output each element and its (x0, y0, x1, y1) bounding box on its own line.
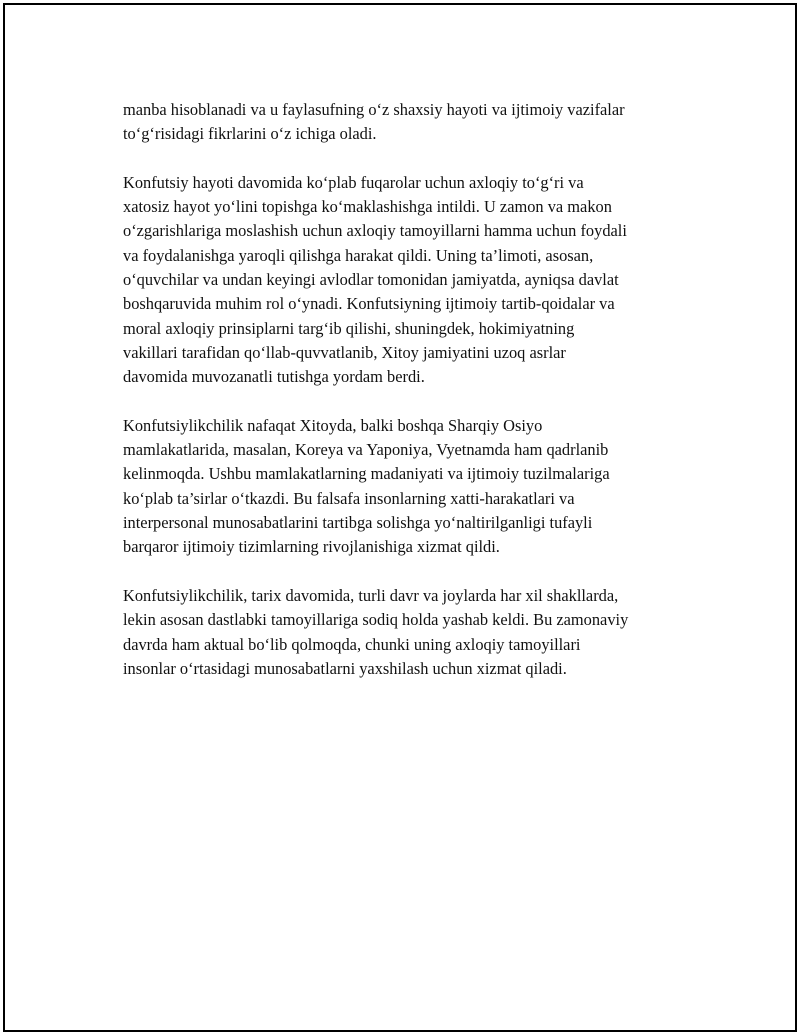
text-line: interpersonal munosabatlarini tartibga solishga yo‘naltirilganligi tufayli (123, 513, 593, 533)
text-line: mamlakatlarida, masalan, Koreya va Yaponiya, Vyetnamda ham qadrlanib (123, 440, 609, 460)
text-line: manba hisoblanadi va u faylasufning o‘z shaxsiy hayoti va ijtimoiy vazifalar (123, 100, 625, 119)
text-line: Konfutsiylikchilik nafaqat Xitoyda, balki boshqa Sharqiy Osiyo (123, 415, 543, 435)
text-line: to‘g‘risidagi fikrlarini o‘z ichiga oladi. (123, 124, 377, 144)
text-line: Konfutsiy hayoti davomida ko‘plab fuqarolar uchun axloqiy to‘g‘ri va (123, 172, 584, 192)
text-line: Konfutsiylikchilik, tarix davomida, turli davr va joylarda har xil shakllarda, (123, 585, 619, 605)
paragraph-1 (123, 98, 703, 147)
paragraph-2 (123, 171, 703, 390)
text-line: va foydalanishga yaroqli qilishga harakat qildi. Uning ta’limoti, asosan, (123, 245, 594, 265)
text-line: insonlar o‘rtasidagi munosabatlarni yaxshilash uchun xizmat qiladi. (123, 658, 567, 678)
page-frame (3, 3, 797, 1032)
text-line: davrda ham aktual bo‘lib qolmoqda, chunki uning axloqiy tamoyillari (123, 634, 581, 654)
paragraph-3 (123, 414, 703, 560)
text-line: o‘zgarishlariga moslashish uchun axloqiy tamoyillarni hamma uchun foydali (123, 221, 627, 241)
text-line: vakillari tarafidan qo‘llab-quvvatlanib, Xitoy jamiyatini uzoq asrlar (123, 342, 566, 362)
text-line: davomida muvozanatli tutishga yordam berdi. (123, 367, 425, 387)
text-line: xatosiz hayot yo‘lini topishga ko‘maklashishga intildi. U zamon va makon (123, 197, 612, 217)
text-line: kelinmoqda. Ushbu mamlakatlarning madaniyati va ijtimoiy tuzilmalariga (123, 464, 610, 484)
text-line: moral axloqiy prinsiplarni targ‘ib qilishi, shuningdek, hokimiyatning (123, 318, 575, 338)
paragraph-4 (123, 584, 703, 681)
text-line: boshqaruvida muhim rol o‘ynadi. Konfutsiyning ijtimoiy tartib-qoidalar va (123, 294, 615, 314)
text-line: ko‘plab ta’sirlar o‘tkazdi. Bu falsafa insonlarning xatti-harakatlari va (123, 488, 575, 508)
text-line: o‘quvchilar va undan keyingi avlodlar tomonidan jamiyatda, ayniqsa davlat (123, 270, 619, 290)
document-body (123, 98, 703, 705)
text-line: barqaror ijtimoiy tizimlarning rivojlanishiga xizmat qildi. (123, 537, 500, 557)
text-line: lekin asosan dastlabki tamoyillariga sodiq holda yashab keldi. Bu zamonaviy (123, 610, 629, 630)
